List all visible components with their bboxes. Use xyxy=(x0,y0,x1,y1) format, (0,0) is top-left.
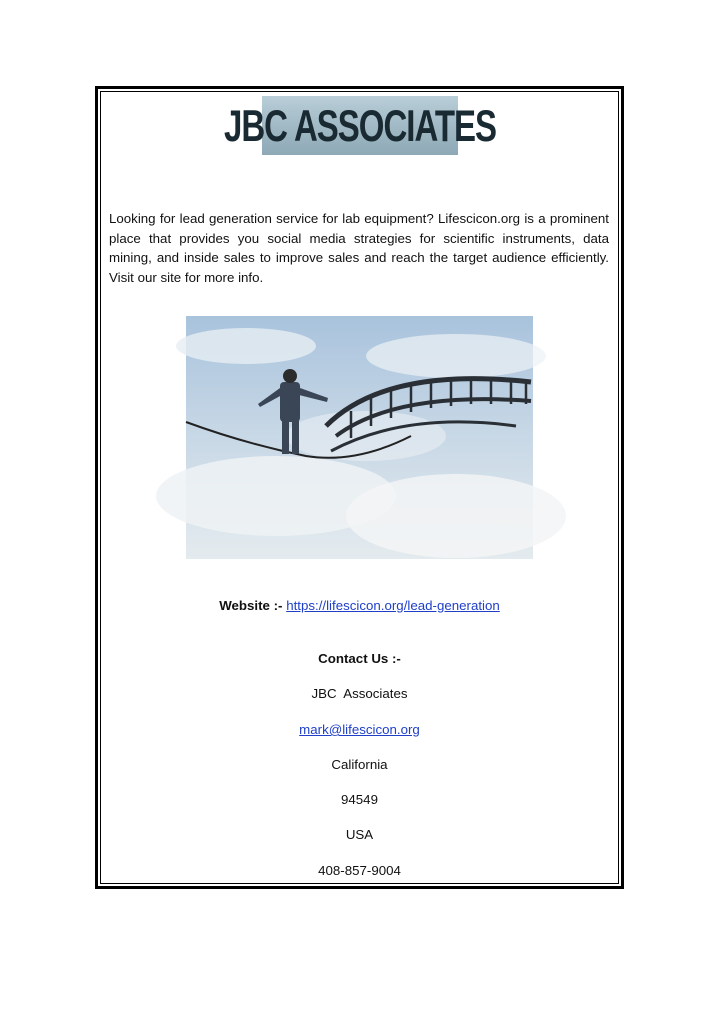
contact-company: JBC Associates xyxy=(311,686,408,701)
logo-text: JBC ASSOCIATES xyxy=(223,99,497,150)
contact-country: USA xyxy=(345,827,374,842)
contact-state: California xyxy=(331,757,388,772)
description-paragraph: Looking for lead generation service for lab equipment? Lifescicon.org is a prominent place that provides you social media strategies for scientific instruments, data mining, and inside sales to improve sales and reach the target audience efficiently. Visit our site for more info. xyxy=(109,211,609,285)
contact-heading: Contact Us :- xyxy=(318,651,401,666)
website-line xyxy=(95,597,624,615)
company-logo xyxy=(223,96,497,155)
website-label: Website :- xyxy=(219,598,283,613)
contact-zip: 94549 xyxy=(341,792,378,807)
businessman-tightrope-bridge-image xyxy=(186,316,533,559)
contact-phone: 408-857-9004 xyxy=(318,863,401,878)
contact-email-line xyxy=(95,721,624,739)
contact-email-link[interactable]: mark@lifescicon.org xyxy=(299,722,420,737)
website-link[interactable]: https://lifescicon.org/lead-generation xyxy=(286,598,500,613)
